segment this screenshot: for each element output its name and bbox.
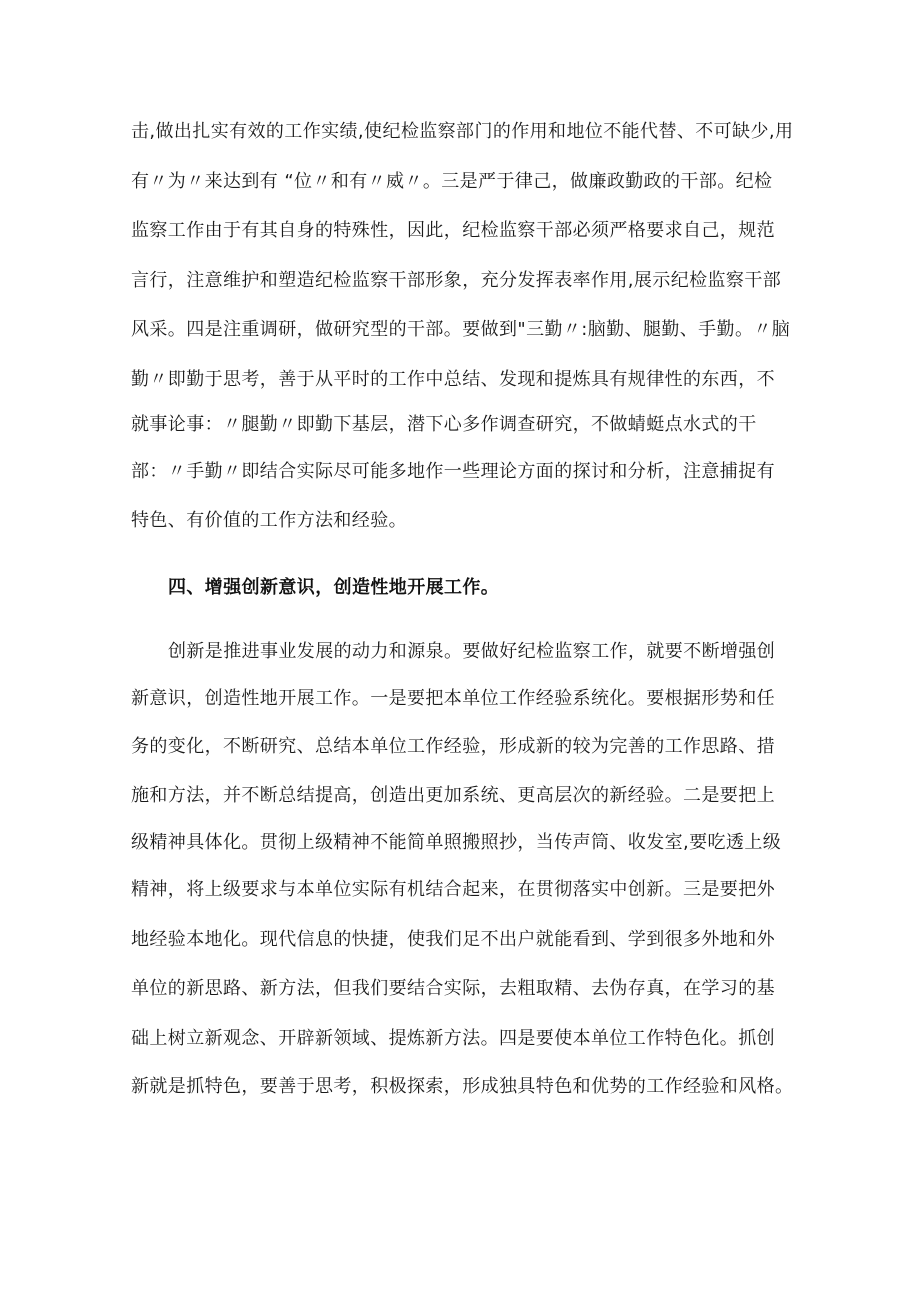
paragraph-1-line-4: 言行，注意维护和塑造纪检监察干部形象，充分发挥表率作用,展示纪检监察干部 <box>131 270 782 291</box>
paragraph-2-line-9: 础上树立新观念、开辟新领域、提炼新方法。四是要使本单位工作特色化。抓创 <box>131 1028 775 1049</box>
paragraph-1-line-2: 有〃为〃来达到有 “位〃和有〃威〃。三是严于律己，做廉政勤政的干部。纪检 <box>131 171 773 192</box>
paragraph-2-line-3: 务的变化，不断研究、总结本单位工作经验，形成新的较为完善的工作思路、措 <box>131 736 775 757</box>
paragraph-1-line-6: 勤〃即勤于思考，善于从平时的工作中总结、发现和提炼具有规律性的东西，不 <box>131 369 775 390</box>
paragraph-2-line-7: 地经验本地化。现代信息的快捷，使我们足不出户就能看到、学到很多外地和外 <box>131 929 775 950</box>
paragraph-2-line-6: 精神，将上级要求与本单位实际有机结合起来，在贯彻落实中创新。三是要把外 <box>131 879 775 900</box>
paragraph-2-line-8: 单位的新思路、新方法，但我们要结合实际，去粗取精、去伪存真，在学习的基 <box>131 978 775 999</box>
paragraph-2-line-2: 新意识，创造性地开展工作。一是要把本单位工作经验系统化。要根据形势和任 <box>131 688 775 709</box>
paragraph-2-line-10: 新就是抓特色，要善于思考，积极探索，形成独具特色和优势的工作经验和风格。 <box>131 1076 794 1097</box>
paragraph-1-line-7: 就事论事：〃腿勤〃即勤下基层，潜下心多作调查研究，不做蜻蜓点水式的干 <box>131 414 757 435</box>
paragraph-1-line-5: 风采。四是注重调研，做研究型的干部。要做到"三勤〃:脑勤、腿勤、手勤。〃脑 <box>131 319 791 340</box>
paragraph-1-line-8: 部：〃手勤〃即结合实际尽可能多地作一些理论方面的探讨和分析，注意捕捉有 <box>131 461 775 482</box>
paragraph-2-line-1: 创新是推进事业发展的动力和源泉。要做好纪检监察工作，就要不断增强创 <box>168 641 776 662</box>
paragraph-1-line-1: 击,做出扎实有效的工作实绩,使纪检监察部门的作用和地位不能代替、不可缺少,用 <box>131 121 794 142</box>
section-heading: 四、增强创新意识，创造性地开展工作。 <box>168 577 500 598</box>
paragraph-2-line-4: 施和方法，并不断总结提高，创造出更加系统、更高层次的新经验。二是要把上 <box>131 785 775 806</box>
paragraph-1-line-3: 监察工作由于有其自身的特殊性，因此，纪检监察干部必须严格要求自己，规范 <box>131 220 775 241</box>
paragraph-1-line-9: 特色、有价值的工作方法和经验。 <box>131 510 407 531</box>
paragraph-2-line-5: 级精神具体化。贯彻上级精神不能简单照搬照抄，当传声筒、收发室,要吃透上级 <box>131 832 782 853</box>
